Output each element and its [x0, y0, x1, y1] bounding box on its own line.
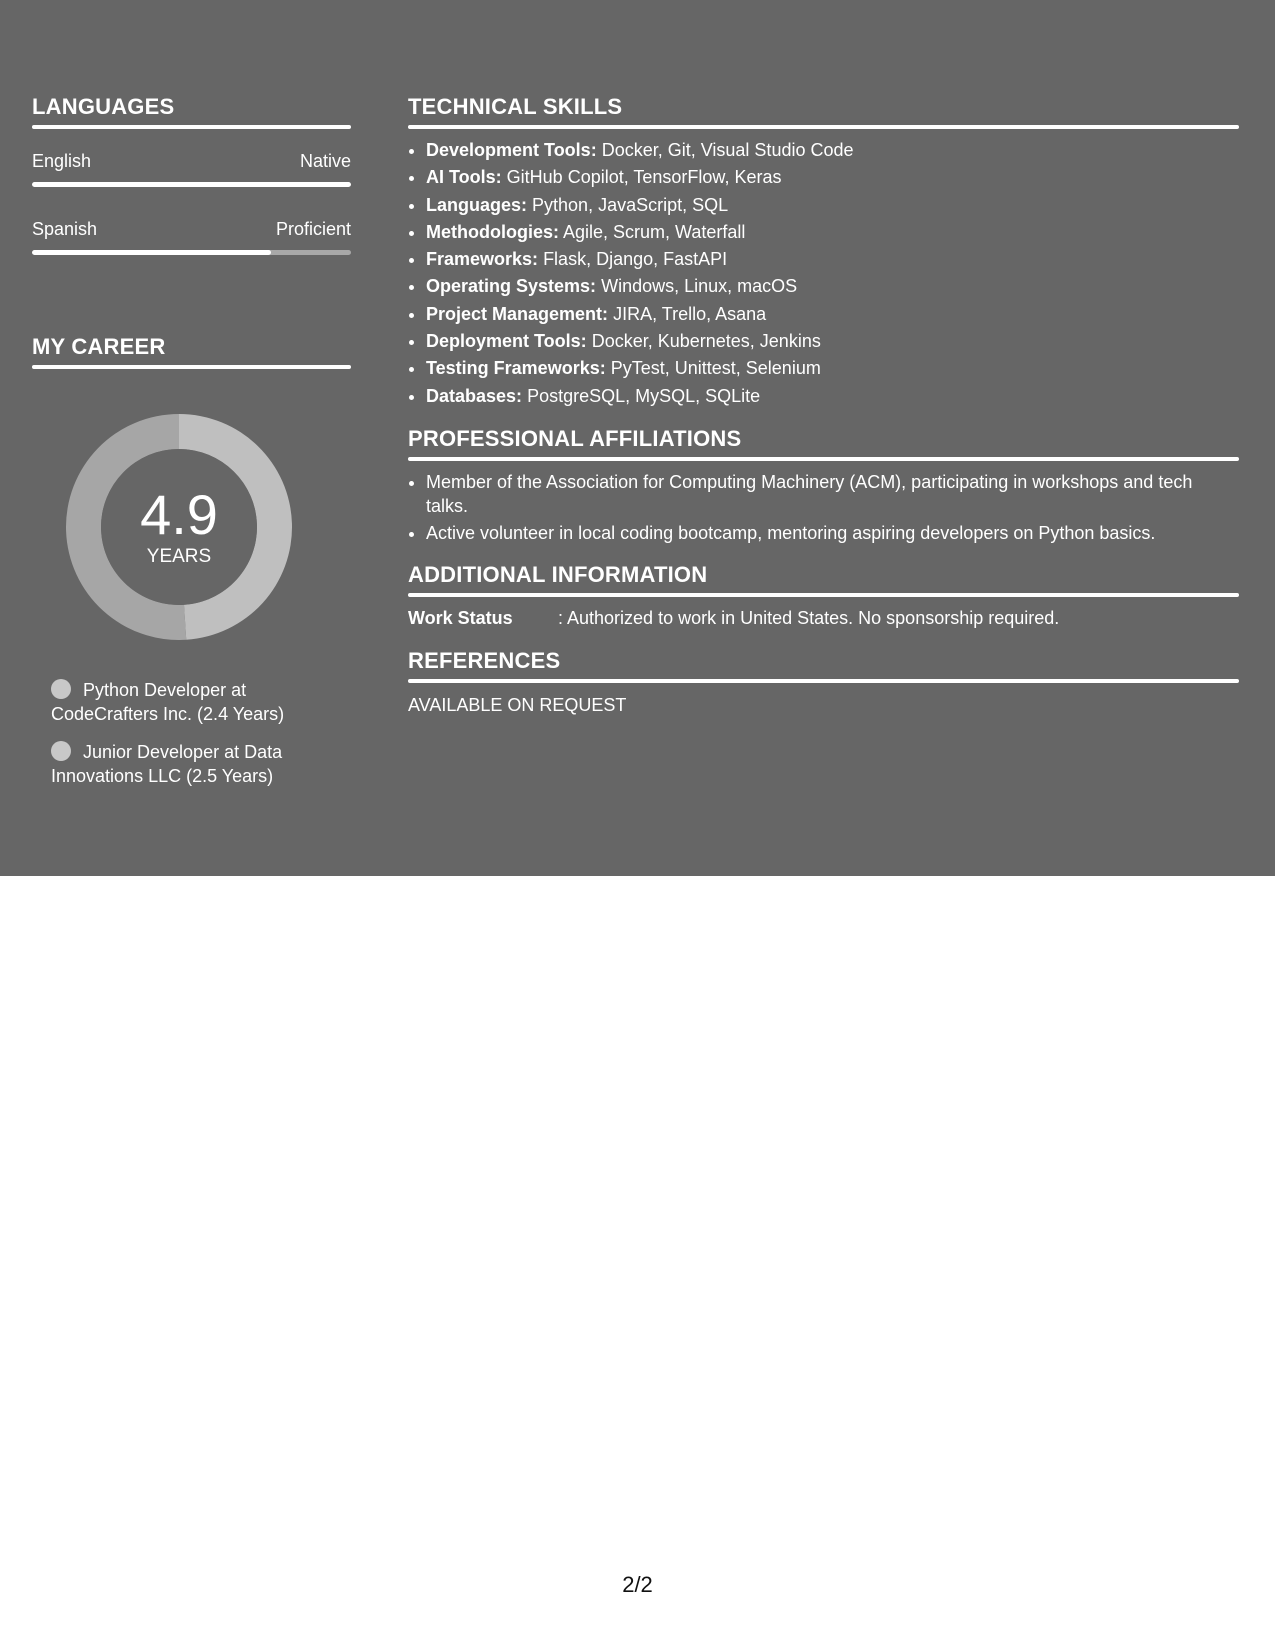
skill-value: Python, JavaScript, SQL: [532, 194, 729, 215]
language-level: Proficient: [275, 219, 351, 239]
career-rule: [32, 365, 351, 369]
skill-value: Docker, Kubernetes, Jenkins: [591, 331, 821, 352]
references-title: REFERENCES: [408, 647, 561, 673]
skill-item: [426, 383, 1239, 410]
donut-center: [66, 414, 292, 640]
affiliation-item: • Active volunteer in local coding bootcamp, mentoring aspiring developers on Python basics.: [426, 521, 1239, 545]
affiliations-rule: [408, 457, 1239, 461]
skill-value: GitHub Copilot, TensorFlow, Keras: [506, 167, 782, 188]
skill-label: AI Tools:: [426, 167, 502, 188]
skills-rule: [408, 125, 1239, 129]
skill-label: Deployment Tools:: [426, 331, 587, 352]
skill-value: PostgreSQL, MySQL, SQLite: [527, 385, 761, 406]
skill-label: Testing Frameworks:: [426, 358, 606, 379]
skill-label: Frameworks:: [426, 249, 539, 270]
skill-value: Windows, Linux, macOS: [601, 276, 798, 297]
career-role-item: [51, 740, 351, 788]
skills-list: [408, 137, 1239, 410]
skill-item: [426, 355, 1239, 382]
career-total-value: 4.9: [140, 483, 218, 546]
page-number: 2/2: [622, 1572, 653, 1597]
work-status-value: : Authorized to work in United States. No sponsorship required.: [558, 607, 1060, 628]
career-title: MY CAREER: [32, 334, 166, 359]
skill-label: Development Tools:: [426, 140, 597, 160]
career-donut-chart: [66, 414, 292, 640]
references-section: [408, 648, 1239, 717]
career-role-item: [51, 678, 351, 726]
skill-label: Operating Systems:: [426, 276, 597, 297]
skill-label: Project Management:: [426, 303, 609, 324]
language-name: English: [32, 151, 92, 171]
additional-section: [408, 562, 1239, 630]
career-role-label: Junior Developer at Data Innovations LLC (2.5 Years): [51, 742, 283, 786]
language-name: Spanish: [32, 219, 98, 239]
skill-item: [426, 301, 1239, 328]
skill-item: [426, 246, 1239, 273]
skill-value: Agile, Scrum, Waterfall: [563, 221, 746, 242]
affiliation-item: • Member of the Association for Computing Machinery (ACM), participating in workshops and tech talks.: [426, 470, 1239, 518]
affiliations-list: [408, 470, 1239, 545]
legend-dot-icon: [51, 741, 71, 761]
skill-label: Methodologies:: [426, 221, 559, 242]
skill-item: [426, 219, 1239, 246]
work-status-label: Work Status: [408, 607, 513, 628]
legend-dot-icon: [51, 679, 71, 699]
languages-rule: [32, 125, 351, 129]
skill-value: Docker, Git, Visual Studio Code: [601, 140, 854, 160]
language-item-spanish: [32, 218, 351, 255]
references-text: AVAILABLE ON REQUEST: [408, 694, 627, 715]
language-bar-fill: [32, 250, 271, 255]
languages-title: LANGUAGES: [32, 94, 175, 119]
skill-value: PyTest, Unittest, Selenium: [610, 358, 821, 379]
work-status-row: [408, 606, 1239, 630]
affiliations-title: PROFESSIONAL AFFILIATIONS: [408, 425, 742, 451]
skill-value: Flask, Django, FastAPI: [543, 249, 728, 270]
career-section: [32, 334, 351, 788]
skill-label: Databases:: [426, 385, 523, 406]
language-level: Native: [299, 151, 351, 171]
language-bar: [32, 250, 351, 255]
career-role-label: Python Developer at CodeCrafters Inc. (2.4 Years): [51, 680, 285, 724]
left-column: [32, 94, 351, 802]
skill-item: [426, 164, 1239, 191]
language-bar-fill: [32, 182, 351, 187]
career-total-unit: YEARS: [146, 546, 212, 567]
skill-label: Languages:: [426, 194, 528, 215]
language-item-english: [32, 150, 351, 187]
skill-item: [426, 273, 1239, 300]
references-rule: [408, 679, 1239, 683]
affiliations-section: [408, 426, 1239, 545]
language-bar: [32, 182, 351, 187]
additional-rule: [408, 593, 1239, 597]
skill-item: [426, 192, 1239, 219]
skill-item: [426, 137, 1239, 164]
skills-section: [408, 94, 1239, 410]
right-column: [408, 94, 1239, 717]
skill-value: JIRA, Trello, Asana: [613, 303, 767, 324]
additional-title: ADDITIONAL INFORMATION: [408, 561, 708, 587]
skill-item: [426, 328, 1239, 355]
skills-title: TECHNICAL SKILLS: [408, 94, 623, 119]
languages-section: [32, 94, 351, 255]
career-legend: [51, 678, 351, 788]
